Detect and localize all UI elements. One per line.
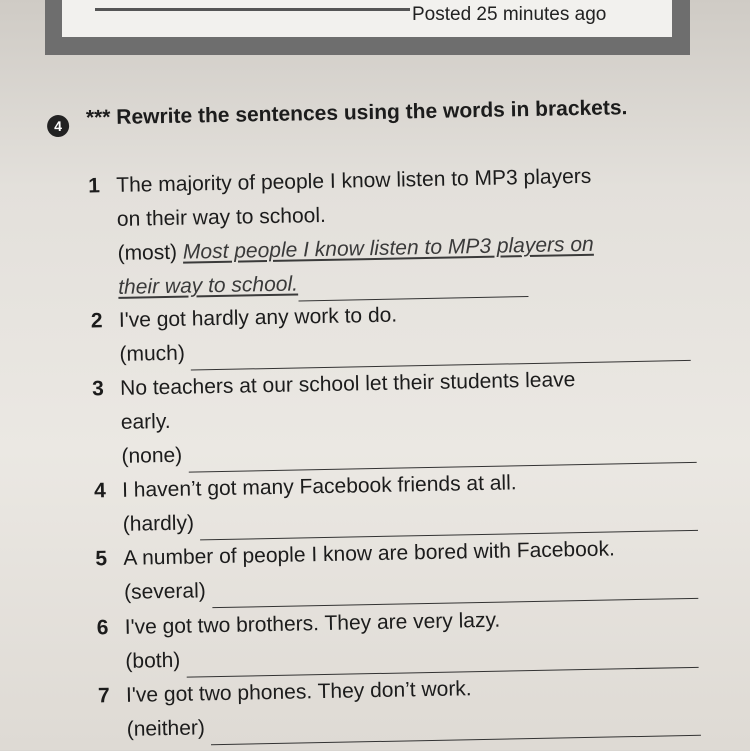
exercise-item (98, 667, 719, 747)
item-number: 3 (91, 377, 105, 401)
item-prompt: (none) (121, 443, 183, 468)
item-sentence: early. (120, 409, 171, 434)
item-number: 6 (96, 616, 109, 640)
item-sentence: I've got two phones. They don’t work. (125, 677, 472, 707)
handwritten-answer[interactable]: their way to school. (118, 272, 299, 299)
exercise-item (91, 293, 712, 373)
item-prompt: (several) (123, 579, 206, 604)
item-sentence: I've got two brothers. They are very lazy. (124, 608, 501, 639)
item-number: 5 (95, 547, 108, 571)
exercise-item (94, 463, 715, 543)
item-prompt: (hardly) (122, 511, 195, 536)
item-sentence: No teachers at our school let their students leave (119, 368, 576, 400)
exercise-item (92, 361, 714, 475)
item-sentence: The majority of people I know listen to MP3 players (116, 164, 592, 197)
item-prompt: (much) (119, 341, 186, 366)
item-sentence: I've got hardly any work to do. (118, 303, 398, 332)
exercise-item (95, 531, 716, 611)
exercise-item (96, 599, 717, 679)
item-prompt: (neither) (126, 716, 206, 741)
item-number: 7 (97, 684, 110, 708)
item-prompt: (both) (125, 648, 181, 673)
item-number: 4 (93, 479, 107, 503)
item-number: 1 (88, 174, 101, 198)
item-sentence: on their way to school. (116, 203, 327, 231)
posted-time: Posted 25 minutes ago (412, 4, 607, 25)
item-prompt: (most) (117, 240, 178, 265)
exercise-item (88, 158, 710, 306)
exercise-number-badge: 4 (47, 115, 69, 137)
item-sentence: I haven’t got many Facebook friends at all. (121, 471, 517, 502)
item-number: 2 (90, 309, 103, 333)
item-sentence: A number of people I know are bored with Facebook. (123, 537, 616, 570)
exercise-title: *** Rewrite the sentences using the words in brackets. (85, 96, 628, 130)
handwritten-answer[interactable]: Most people I know listen to MP3 players on (182, 232, 594, 264)
